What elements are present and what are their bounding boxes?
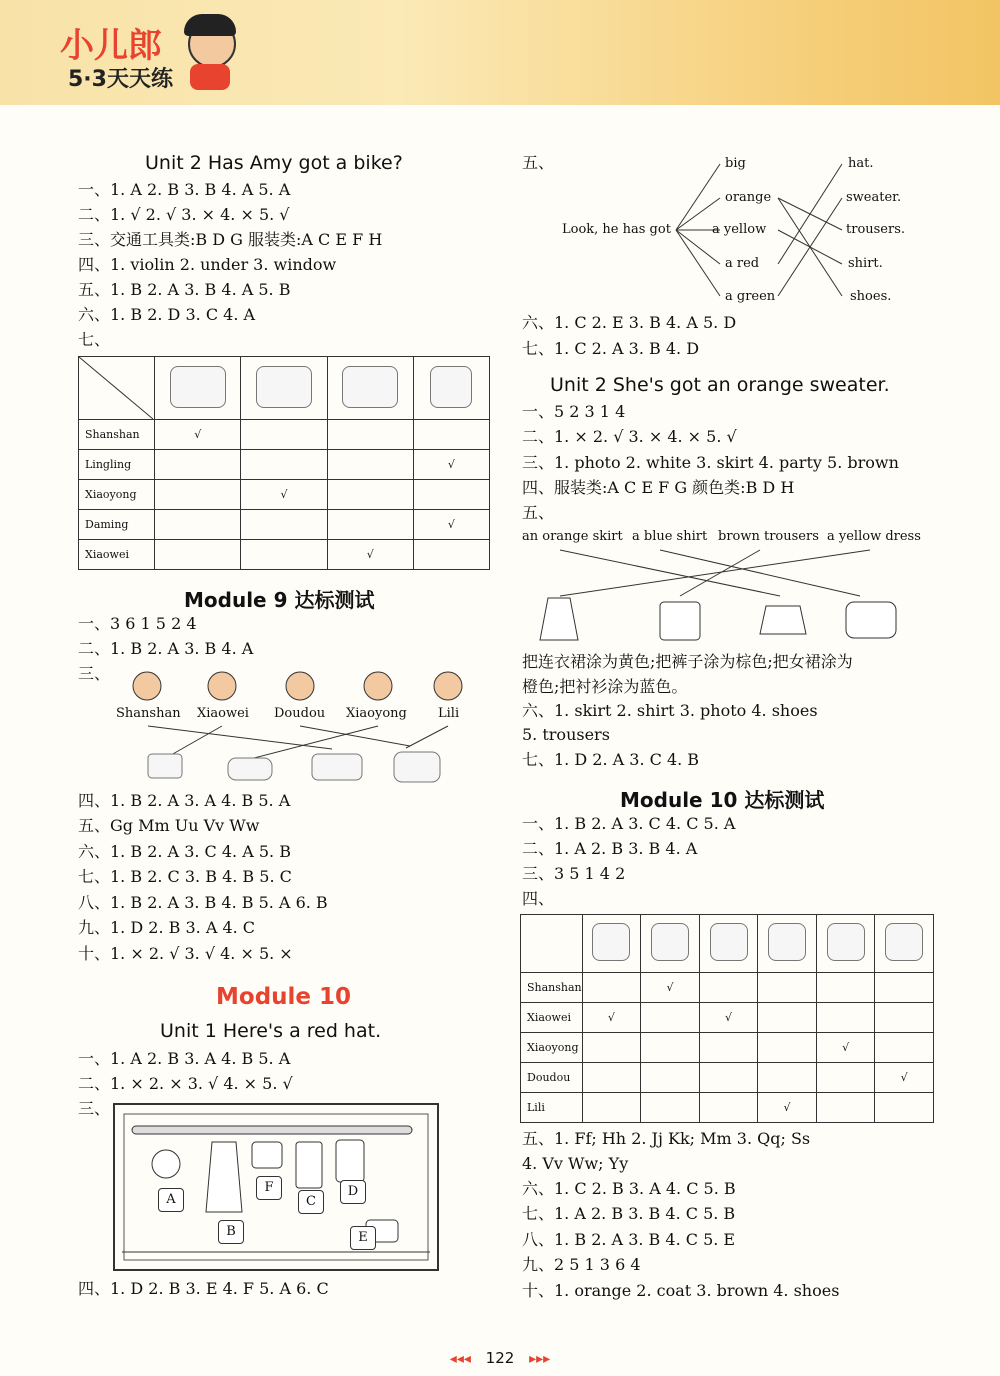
check-cell [699, 973, 758, 1003]
name-label: Xiaoyong [346, 706, 407, 721]
check-cell [413, 420, 489, 450]
name-label: Xiaowei [197, 706, 249, 721]
check-cell [155, 510, 241, 540]
noun-option: sweater. [846, 190, 902, 205]
answer-line: 一、3 6 1 5 2 4 [78, 614, 197, 633]
answer-line: 八、1. B 2. A 3. B 4. C 5. E [522, 1230, 736, 1249]
row-name: Lingling [79, 450, 155, 480]
check-cell: √ [641, 973, 700, 1003]
answer-line: 4. Vv Ww; Yy [522, 1154, 629, 1173]
check-cell: √ [241, 480, 327, 510]
adjective-option: a green [725, 289, 776, 304]
sweater-image [816, 915, 875, 973]
check-cell: √ [582, 1003, 641, 1033]
unit-title: Unit 1 Here's a red hat. [160, 1020, 382, 1042]
check-cell [413, 480, 489, 510]
check-cell [155, 450, 241, 480]
module-test-title: Module 9 达标测试 [184, 588, 375, 612]
answer-line: 五、1. B 2. A 3. B 4. A 5. B [78, 280, 291, 299]
answer-line: 三、交通工具类:B D G 服装类:A C E F H [78, 230, 383, 249]
answer-line: 二、1. × 2. × 3. √ 4. × 5. √ [78, 1074, 293, 1093]
series-name: 5·3天天练 [68, 67, 173, 92]
check-cell [875, 1093, 934, 1123]
answer-line: 九、2 5 1 3 6 4 [522, 1255, 641, 1274]
check-cell [641, 1063, 700, 1093]
skates-image [413, 357, 489, 420]
answer-line: 五、 [522, 503, 555, 522]
left-arrows-icon: ◂◂◂ [449, 1351, 471, 1367]
noun-option: shirt. [848, 256, 883, 271]
check-cell [155, 540, 241, 570]
name-label: Shanshan [116, 706, 181, 721]
shoes-image [875, 915, 934, 973]
check-cell [875, 1003, 934, 1033]
check-cell: √ [155, 420, 241, 450]
answer-line: 五、 [522, 153, 555, 172]
check-cell: √ [327, 540, 413, 570]
answer-line: 一、1. A 2. B 3. A 4. B 5. A [78, 1049, 291, 1068]
answer-line: 四、1. violin 2. under 3. window [78, 255, 337, 274]
check-cell [699, 1063, 758, 1093]
answer-box-d: D [340, 1180, 366, 1204]
bike-image [155, 357, 241, 420]
jacket-image [582, 915, 641, 973]
row-name: Xiaowei [521, 1003, 583, 1033]
answer-line: 五、Gg Mm Uu Vv Ww [78, 816, 260, 835]
answer-line: 三、3 5 1 4 2 [522, 864, 626, 883]
check-cell [241, 540, 327, 570]
name-label: Doudou [274, 706, 326, 721]
matching-diagram-clothes [520, 546, 920, 646]
check-cell [641, 1093, 700, 1123]
corner-cell [521, 915, 583, 973]
unit-title: Unit 2 Has Amy got a bike? [145, 152, 403, 174]
answer-line: 四、1. D 2. B 3. E 4. F 5. A 6. C [78, 1279, 329, 1298]
check-cell [758, 1003, 817, 1033]
mascot-image [180, 12, 240, 92]
brand-logo: 小儿郎 [60, 26, 162, 66]
name-label: Lili [438, 706, 460, 721]
answer-line: 三、1. photo 2. white 3. skirt 4. party 5. brown [522, 453, 899, 472]
bus-image [241, 357, 327, 420]
answer-line: 一、5 2 3 1 4 [522, 402, 626, 421]
check-cell [641, 1003, 700, 1033]
phrase-label: a blue shirt [632, 529, 708, 544]
dress-image [758, 915, 817, 973]
check-cell [241, 510, 327, 540]
answer-line: 三、 [78, 1099, 111, 1118]
phrase-label: brown trousers [718, 529, 819, 544]
right-arrows-icon: ▸▸▸ [529, 1351, 551, 1367]
phrase-label: a yellow dress [827, 529, 921, 544]
check-cell: √ [413, 450, 489, 480]
answer-line: 二、1. B 2. A 3. B 4. A [78, 639, 254, 658]
check-cell: √ [875, 1063, 934, 1093]
answer-line: 四、 [522, 889, 555, 908]
matching-diagram-m9 [100, 666, 480, 788]
adjective-option: big [725, 156, 746, 171]
noun-option: shoes. [850, 289, 892, 304]
check-cell [582, 973, 641, 1003]
answer-line: 九、1. D 2. B 3. A 4. C [78, 918, 256, 937]
sentence-start: Look, he has got [562, 222, 671, 237]
answer-line: 二、1. √ 2. √ 3. × 4. × 5. √ [78, 205, 290, 224]
check-cell [582, 1033, 641, 1063]
check-cell [699, 1093, 758, 1123]
check-cell [758, 1033, 817, 1063]
adjective-option: orange [725, 190, 772, 205]
row-name: Xiaoyong [521, 1033, 583, 1063]
answer-box-e: E [350, 1226, 376, 1250]
noun-option: trousers. [846, 222, 906, 237]
answer-line: 十、1. × 2. √ 3. √ 4. × 5. × [78, 944, 293, 963]
answer-line: 八、1. B 2. A 3. B 4. B 5. A 6. B [78, 893, 328, 912]
check-cell [816, 1003, 875, 1033]
check-cell [816, 973, 875, 1003]
check-cell [875, 973, 934, 1003]
answer-line: 5. trousers [522, 725, 610, 744]
car-image [327, 357, 413, 420]
check-cell [758, 1063, 817, 1093]
diagonal-header-cell [79, 357, 155, 420]
module-title: Module 10 [216, 984, 352, 1010]
check-cell [816, 1063, 875, 1093]
answer-line: 一、1. A 2. B 3. B 4. A 5. A [78, 180, 291, 199]
answer-box-c: C [298, 1190, 324, 1214]
page-number: 122 [485, 1349, 515, 1367]
row-name: Xiaowei [79, 540, 155, 570]
answer-line: 七、1. D 2. A 3. C 4. B [522, 750, 700, 769]
answer-line: 四、服装类:A C E F G 颜色类:B D H [522, 478, 795, 497]
check-cell [582, 1063, 641, 1093]
answer-line: 六、1. C 2. E 3. B 4. A 5. D [522, 313, 737, 332]
answer-line: 四、1. B 2. A 3. A 4. B 5. A [78, 791, 291, 810]
check-cell: √ [413, 510, 489, 540]
check-cell [758, 973, 817, 1003]
check-cell [875, 1033, 934, 1063]
check-cell [155, 480, 241, 510]
answer-line: 七、1. A 2. B 3. B 4. C 5. B [522, 1204, 736, 1223]
answer-line: 一、1. B 2. A 3. C 4. C 5. A [522, 814, 736, 833]
coloring-note: 橙色;把衬衫涂为蓝色。 [522, 677, 688, 696]
module-test-title: Module 10 达标测试 [620, 788, 825, 812]
check-cell [327, 480, 413, 510]
answer-line: 二、1. × 2. √ 3. × 4. × 5. √ [522, 427, 737, 446]
check-cell: √ [758, 1093, 817, 1123]
answer-line: 十、1. orange 2. coat 3. brown 4. shoes [522, 1281, 840, 1300]
coloring-note: 把连衣裙涂为黄色;把裤子涂为棕色;把女裙涂为 [522, 652, 853, 671]
row-name: Shanshan [79, 420, 155, 450]
check-cell [641, 1033, 700, 1063]
answer-line: 三、 [78, 664, 111, 683]
check-cell: √ [699, 1003, 758, 1033]
row-name: Xiaoyong [79, 480, 155, 510]
noun-option: hat. [848, 156, 874, 171]
check-cell [241, 420, 327, 450]
answer-line: 五、1. Ff; Hh 2. Jj Kk; Mm 3. Qq; Ss [522, 1129, 811, 1148]
adjective-option: a red [725, 256, 760, 271]
answer-line: 七、1. B 2. C 3. B 4. B 5. C [78, 867, 292, 886]
adjective-option: a yellow [712, 222, 767, 237]
answer-line: 七、 [78, 330, 111, 349]
answer-line: 六、1. skirt 2. shirt 3. photo 4. shoes [522, 701, 818, 720]
skirt-image [641, 915, 700, 973]
row-name: Shanshan [521, 973, 583, 1003]
check-cell [582, 1093, 641, 1123]
answer-line: 六、1. B 2. A 3. C 4. A 5. B [78, 842, 291, 861]
trousers-image [699, 915, 758, 973]
answer-box-f: F [256, 1176, 282, 1200]
check-cell [241, 450, 327, 480]
check-cell [327, 510, 413, 540]
check-cell [816, 1093, 875, 1123]
row-name: Daming [79, 510, 155, 540]
check-cell [699, 1033, 758, 1063]
row-name: Doudou [521, 1063, 583, 1093]
check-cell [327, 450, 413, 480]
check-cell [327, 420, 413, 450]
answer-line: 六、1. C 2. B 3. A 4. C 5. B [522, 1179, 736, 1198]
check-cell [413, 540, 489, 570]
answer-table-7 [78, 356, 490, 570]
unit-title: Unit 2 She's got an orange sweater. [550, 374, 890, 396]
phrase-label: an orange skirt [522, 529, 623, 544]
row-name: Lili [521, 1093, 583, 1123]
answer-box-b: B [218, 1220, 244, 1244]
page-footer [0, 1349, 1000, 1367]
answer-line: 七、1. C 2. A 3. B 4. D [522, 339, 700, 358]
answer-line: 二、1. A 2. B 3. B 4. A [522, 839, 698, 858]
answer-line: 六、1. B 2. D 3. C 4. A [78, 305, 256, 324]
answer-box-a: A [158, 1188, 184, 1212]
answer-table-4 [520, 914, 934, 1123]
check-cell: √ [816, 1033, 875, 1063]
